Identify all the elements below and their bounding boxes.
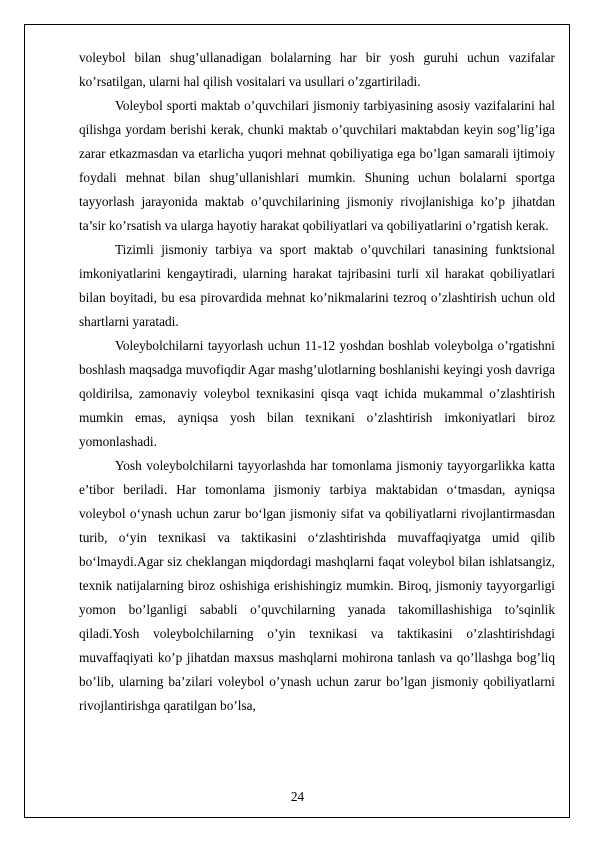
page-number: 24	[290, 789, 305, 804]
paragraph-volleyball-school-tasks: Voleybol sporti maktab o’quvchilari jismoniy tarbiyasining asosiy vazifalarini hal qilishga yordam berishi kerak, chunki maktab o’quvchilari maktabdan keyin sog’lig’iga zarar etkazmasdan va etarlicha yuqori mehnat qobiliyatiga ega bo’lgan samarali ijtimoiy foydali mehnat bilan shug’ullanishlari mumkin. Shuning uchun bolalarni sportga tayyorlash jarayonida maktab o’quvchilarining jismoniy rivojlanishiga ko’p jihatdan ta’sir ko’rsatish va ularga hayotiy harakat qobiliyatlari va qobiliyatlarini o’rgatish kerak.	[79, 98, 555, 233]
paragraph-systematic-training: Tizimli jismoniy tarbiya va sport maktab o’quvchilari tanasining funktsional imkoniyatlarini kengaytiradi, ularning harakat tajribasini turli xil harakat qobiliyatlari bilan boyitadi, bu esa pirovardida mehnat ko’nikmalarini tezroq o’zlashtirish uchun old shartlarni yaratadi.	[79, 242, 555, 329]
paragraph-continuation: voleybol bilan shug’ullanadigan bolalarning har bir yosh guruhi uchun vazifalar ko’rsatilgan, ularni hal qilish vositalari va usullari o’zgartiriladi.	[79, 50, 555, 89]
paragraph-training-age: Voleybolchilarni tayyorlash uchun 11-12 yoshdan boshlab voleybolga o’rgatishni boshlash maqsadga muvofiqdir Agar mashg’ulotlarning boshlanishi keyingi yosh davriga qoldirilsa, zamonaviy voleybol texnikasini qisqa vaqt ichida mukammal o’zlashtirish mumkin emas, ayniqsa yosh bilan texnikani o’zlashtirish imkoniyatlari biroz yomonlashadi.	[79, 338, 555, 449]
document-body	[79, 46, 555, 718]
paragraph-physical-preparation: Yosh voleybolchilarni tayyorlashda har tomonlama jismoniy tayyorgarlikka katta e’tibor beriladi. Har tomonlama jismoniy tarbiya maktabidan o‘tmasdan, ayniqsa voleybol o‘ynash uchun zarur bo‘lgan jismoniy sifat va qobiliyatlarni rivojlantirmasdan turib, o‘yin texnikasi va taktikasini o‘zlashtirishda muvaffaqiyatga umid qilib bo‘lmaydi.Agar siz cheklangan miqdordagi mashqlarni faqat voleybol bilan ishlatsangiz, texnik natijalarning biroz oshishiga erishishingiz mumkin. Biroq, jismoniy tayyorgarligi yomon bo’lganligi sababli o’quvchilarning yanada takomillashishiga to’sqinlik qiladi.Yosh voleybolchilarning o’yin texnikasi va taktikasini o’zlashtirishdagi muvaffaqiyati ko’p jihatdan maxsus mashqlarni mohirona tanlash va qo’llashga bog’liq bo’lib, ularning ba’zilari voleybol o’ynash uchun zarur bo’lgan jismoniy qobiliyatlarni rivojlantirishga qaratilgan bo’lsa,	[79, 458, 555, 713]
